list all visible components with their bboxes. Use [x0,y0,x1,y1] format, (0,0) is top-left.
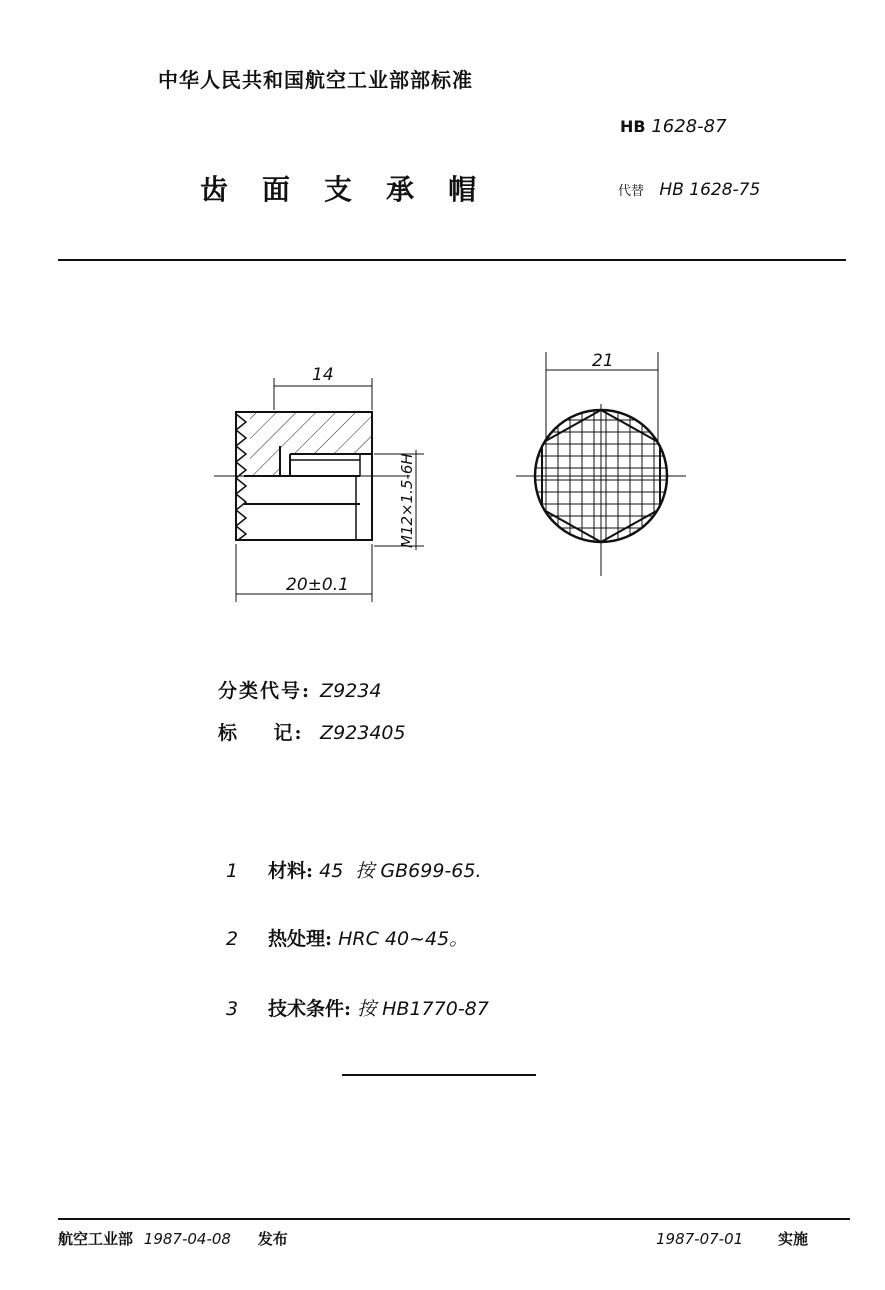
note-number: 2 [226,928,239,950]
standard-number [620,116,727,137]
section-view [214,412,410,540]
dimension-thread [374,450,424,550]
note-key: 技术条件: [268,998,352,1020]
title-char: 齿 [200,173,229,206]
title-char: 帽 [448,173,477,206]
footer-effective-label: 实施 [777,1230,808,1248]
replaces-number: HB 1628-75 [659,180,761,200]
replaces-label: 代替 [618,184,645,199]
replaces-standard [618,180,760,200]
note-value: 45 按 GB699-65. [319,860,482,882]
classification-code-row [218,676,381,703]
dim-overall-length-label: 20±0.1 [286,575,349,595]
standard-number-value: 1628-87 [651,116,727,137]
note-key: 热处理: [268,928,333,950]
note-value: 按 HB1770-87 [357,998,489,1020]
dimension-14 [274,365,372,410]
title-char: 面 [262,173,291,206]
marking-label: 标 记: [218,722,304,744]
title-char: 承 [386,173,415,206]
footer-issue-label: 发布 [257,1230,288,1248]
header-divider [58,259,846,261]
note-heat-treatment [226,924,468,951]
footer-issue-date: 1987-04-08 [143,1230,231,1248]
note-value: HRC 40~45。 [338,928,469,950]
classification-code-value: Z9234 [320,680,382,702]
dimension-21 [546,351,658,442]
note-material [226,856,482,883]
footer-effective [656,1228,808,1249]
note-number: 3 [226,998,239,1020]
marking-row [218,718,406,745]
footer-effective-date: 1987-07-01 [656,1230,744,1248]
marking-value: Z923405 [320,722,406,744]
standard-prefix: HB [620,117,646,136]
document-title [200,168,510,208]
dimension-20 [236,544,372,602]
footer-divider [58,1218,850,1220]
note-number: 1 [226,860,239,882]
title-char: 支 [324,173,353,206]
ministry-standard-heading: 中华人民共和国航空工业部部标准 [158,68,473,92]
footer-issue [58,1228,288,1249]
note-key: 材料: [268,860,314,882]
end-of-text-line [342,1074,536,1076]
end-view [516,404,686,576]
dim-hex-width-label: 21 [592,351,614,371]
dim-thread-label: M12×1.5-6H [398,453,416,548]
technical-drawing [200,330,700,610]
footer-issuer: 航空工业部 [58,1230,134,1248]
classification-code-label: 分类代号: [218,680,312,702]
dim-top-length-label: 14 [312,365,334,385]
note-technical-conditions [226,994,489,1021]
